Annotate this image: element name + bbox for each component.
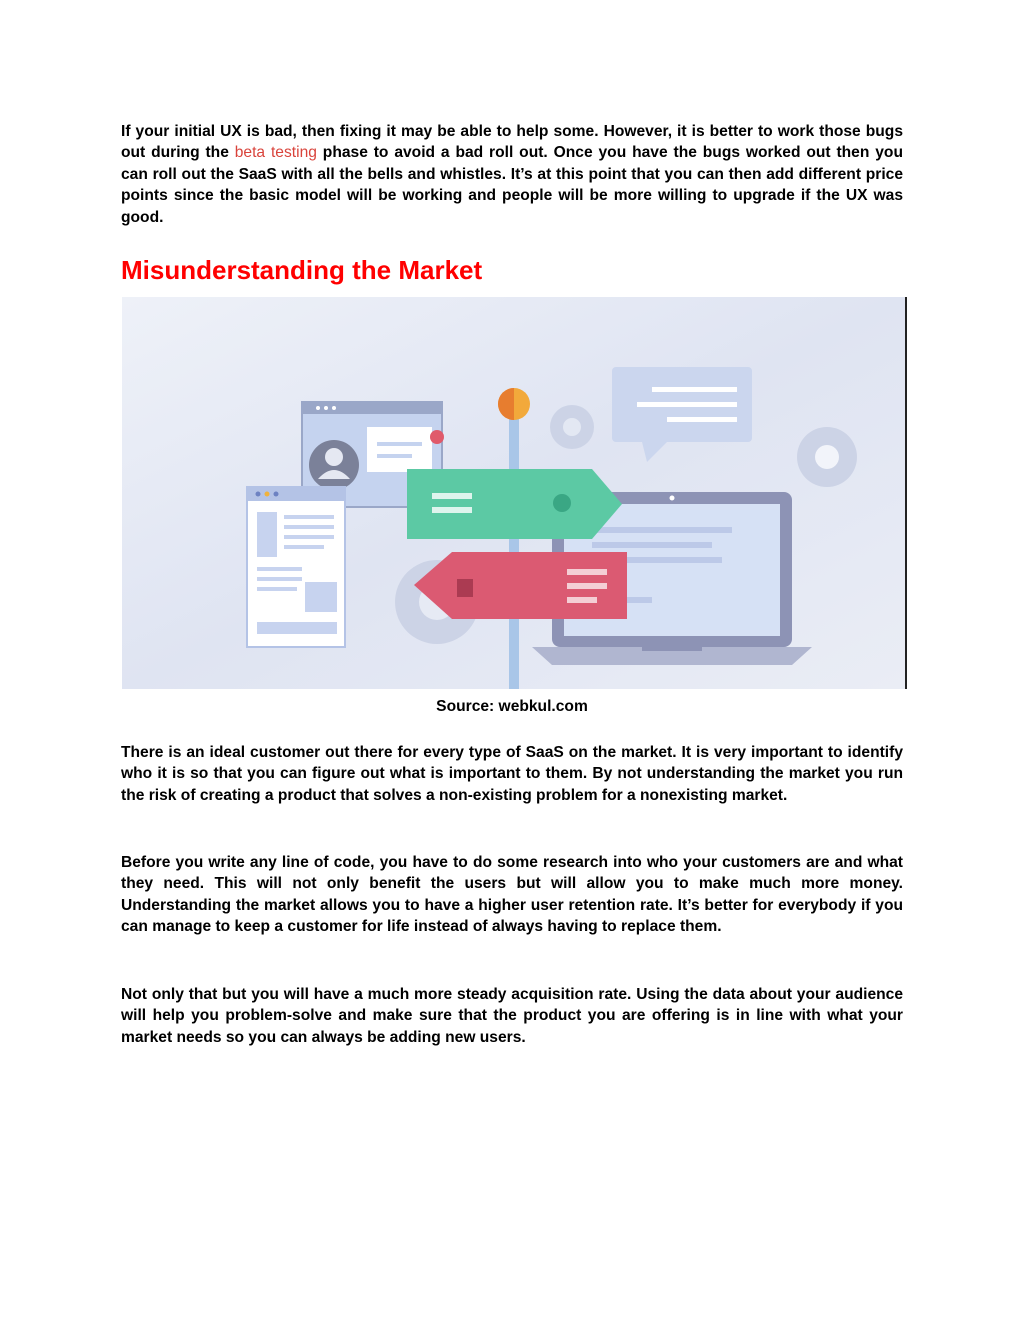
paragraph-acquisition: Not only that but you will have a much more steady acquisition rate. Using the data about your audience will help you problem-solve and make sure that the product you are offering is in line with what your market needs so you can always be adding new users. [121,986,903,1046]
paragraph-research: Before you write any line of code, you have to do some research into who your customers are and what they need. This will not only benefit the users but will allow you to make much more money. Understanding the market allows you to have a higher user retention rate. It’s better for everybody if you can manage to keep a customer for life instead of always having to replace them. [121,854,903,936]
intro-text-before-link: If your initial UX is bad, then fixing it may be able to help some. However, it is better to work those bugs out during the [121,123,903,162]
intro-paragraph [121,121,903,228]
paragraph-ideal-customer: There is an ideal customer out there for every type of SaaS on the market. It is very important to identify who it is so that you can figure out what is important to them. By not understanding the market you run the risk of creating a product that solves a non-existing problem for a nonexisting market. [121,744,903,804]
section-heading: Misunderstanding the Market [121,255,483,285]
image-caption: Source: webkul.com [436,698,588,715]
document-page [121,121,903,1046]
document-window-icon [247,487,345,647]
saas-illustration [122,297,907,689]
beta-testing-link[interactable]: beta testing [234,144,317,162]
intro-text-after-link: phase to avoid a bad roll out. Once you have the bugs worked out then you can roll out the SaaS with all the bells and whistles. It’s at this point that you can then add different price points since the basic model will be working and people will be more willing to upgrade if the UX was good. [121,144,903,226]
